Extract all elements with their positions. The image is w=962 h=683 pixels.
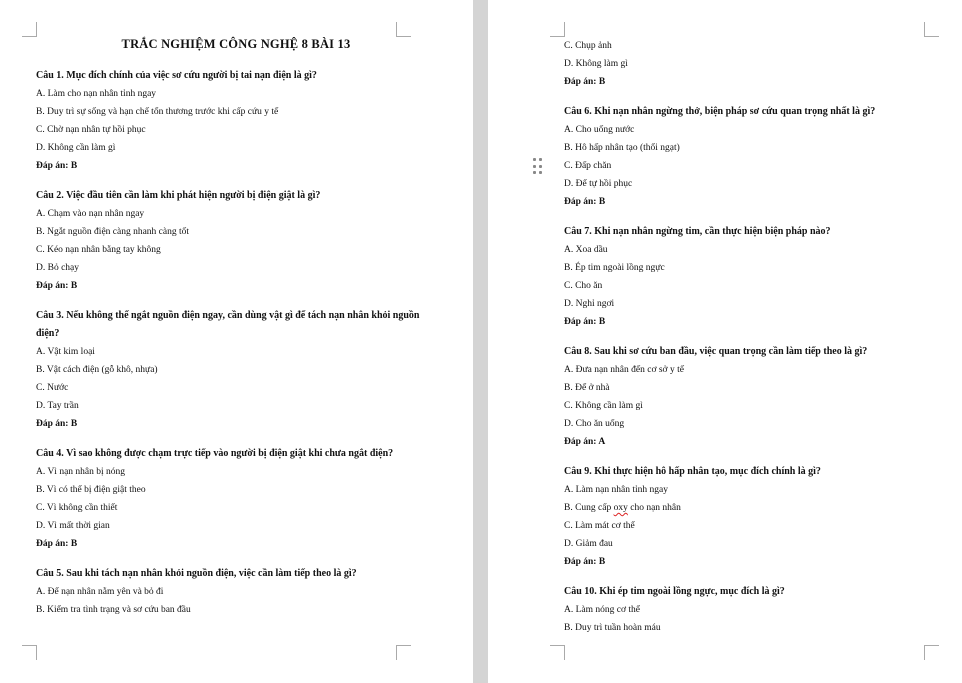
option: C. Nước [36,383,69,393]
crop-mark [22,645,37,660]
spellcheck-underline: oxy [613,503,628,513]
option: B. Duy trì sự sống và hạn chế tổn thương trước khi cấp cứu y tế [36,107,279,117]
option: A. Vì nạn nhân bị nóng [36,467,126,477]
option: A. Chạm vào nạn nhân ngay [36,209,145,219]
question-text: Câu 6. Khi nạn nhân ngừng thở, biện pháp sơ cứu quan trọng nhất là gì? [564,106,876,117]
question-block [36,445,436,553]
question-block [564,103,924,211]
answer: Đáp án: A [564,437,606,447]
question-block [36,67,436,175]
option: C. Kéo nạn nhân bằng tay không [36,245,161,255]
question-block [564,223,924,331]
option: A. Vật kim loại [36,347,95,357]
document-page-right[interactable] [488,0,962,683]
option: D. Tay trần [36,401,79,411]
page-content[interactable] [564,37,924,637]
crop-mark [396,645,411,660]
crop-mark [550,22,565,37]
option: A. Làm nạn nhân tỉnh ngay [564,485,668,495]
question-list [564,103,924,637]
question-block [36,187,436,295]
question-text: Câu 4. Vì sao không được chạm trực tiếp vào người bị điện giật khi chưa ngắt điện? [36,448,394,459]
question-block [564,583,924,637]
answer: Đáp án: B [564,317,606,327]
crop-mark [924,645,939,660]
question-block [564,343,924,451]
question-block [36,565,436,619]
crop-mark [396,22,411,37]
crop-mark [22,22,37,37]
option: B. Vật cách điện (gỗ khô, nhựa) [36,365,158,375]
question-block [564,463,924,571]
crop-mark [924,22,939,37]
option: C. Đấp chăn [564,161,612,171]
document-title: TRẮC NGHIỆM CÔNG NGHỆ 8 BÀI 13 [121,37,351,51]
option: A. Làm nóng cơ thể [564,605,640,615]
option: D. Không cần làm gì [36,143,116,153]
question-text: Câu 10. Khi ép tim ngoài lồng ngực, mục đích là gì? [564,586,785,597]
answer: Đáp án: B [36,419,78,429]
option: C. Không cần làm gì [564,401,643,411]
question-list [36,67,436,619]
option: B. Kiểm tra tình trạng và sơ cứu ban đầu [36,605,191,615]
answer: Đáp án: B [36,281,78,291]
question-text: Câu 9. Khi thực hiện hô hấp nhân tạo, mục đích chính là gì? [564,466,821,477]
option: C. Chụp ảnh [564,41,612,51]
option: D. Bỏ chạy [36,263,80,273]
option: D. Vì mất thời gian [36,521,110,531]
answer: Đáp án: B [564,557,606,567]
option: B. Duy trì tuần hoàn máu [564,623,661,633]
option: C. Làm mát cơ thể [564,521,635,531]
option: A. Xoa dầu [564,245,608,255]
document-page-left[interactable] [0,0,473,683]
crop-mark [550,645,565,660]
question-text: Câu 3. Nếu không thể ngắt nguồn điện ngay, cần dùng vật gì để tách nạn nhân khỏi nguồn điện? [36,310,420,339]
option: C. Vì không cần thiết [36,503,118,513]
option: A. Đưa nạn nhân đến cơ sở y tế [564,365,684,375]
option: B. Ép tim ngoài lồng ngực [564,263,665,273]
option: B. Để ở nhà [564,383,610,393]
option: B. Cung cấp oxy cho nạn nhân [564,503,681,513]
option: A. Để nạn nhân nằm yên và bỏ đi [36,587,164,597]
option: D. Nghỉ ngơi [564,299,615,309]
continued-question [564,37,924,91]
option: D. Cho ăn uống [564,419,625,429]
answer: Đáp án: B [36,539,78,549]
option: B. Hô hấp nhân tạo (thổi ngạt) [564,143,680,153]
option: B. Vì có thể bị điện giật theo [36,485,146,495]
question-text: Câu 1. Mục đích chính của việc sơ cứu người bị tai nạn điện là gì? [36,70,317,81]
page-content[interactable] [36,37,436,619]
question-text: Câu 2. Việc đầu tiên cần làm khi phát hiện người bị điện giật là gì? [36,190,321,201]
question-text: Câu 5. Sau khi tách nạn nhân khỏi nguồn điện, việc cần làm tiếp theo là gì? [36,568,357,579]
question-text: Câu 7. Khi nạn nhân ngừng tim, cần thực hiện biện pháp nào? [564,226,831,237]
answer: Đáp án: B [564,197,606,207]
option: A. Làm cho nạn nhân tỉnh ngay [36,89,157,99]
answer: Đáp án: B [36,161,78,171]
page-gap [473,0,488,683]
option: D. Giảm đau [564,539,613,549]
option: B. Ngắt nguồn điện càng nhanh càng tốt [36,227,190,237]
drag-handle-icon[interactable] [533,158,543,176]
answer: Đáp án: B [564,77,606,87]
option: A. Cho uống nước [564,125,635,135]
option: D. Không làm gì [564,59,628,69]
question-text: Câu 8. Sau khi sơ cứu ban đầu, việc quan trọng cần làm tiếp theo là gì? [564,346,868,357]
option: C. Chờ nạn nhân tự hồi phục [36,125,146,135]
option: D. Để tự hồi phục [564,179,633,189]
question-block [36,307,436,433]
option: C. Cho ăn [564,281,603,291]
